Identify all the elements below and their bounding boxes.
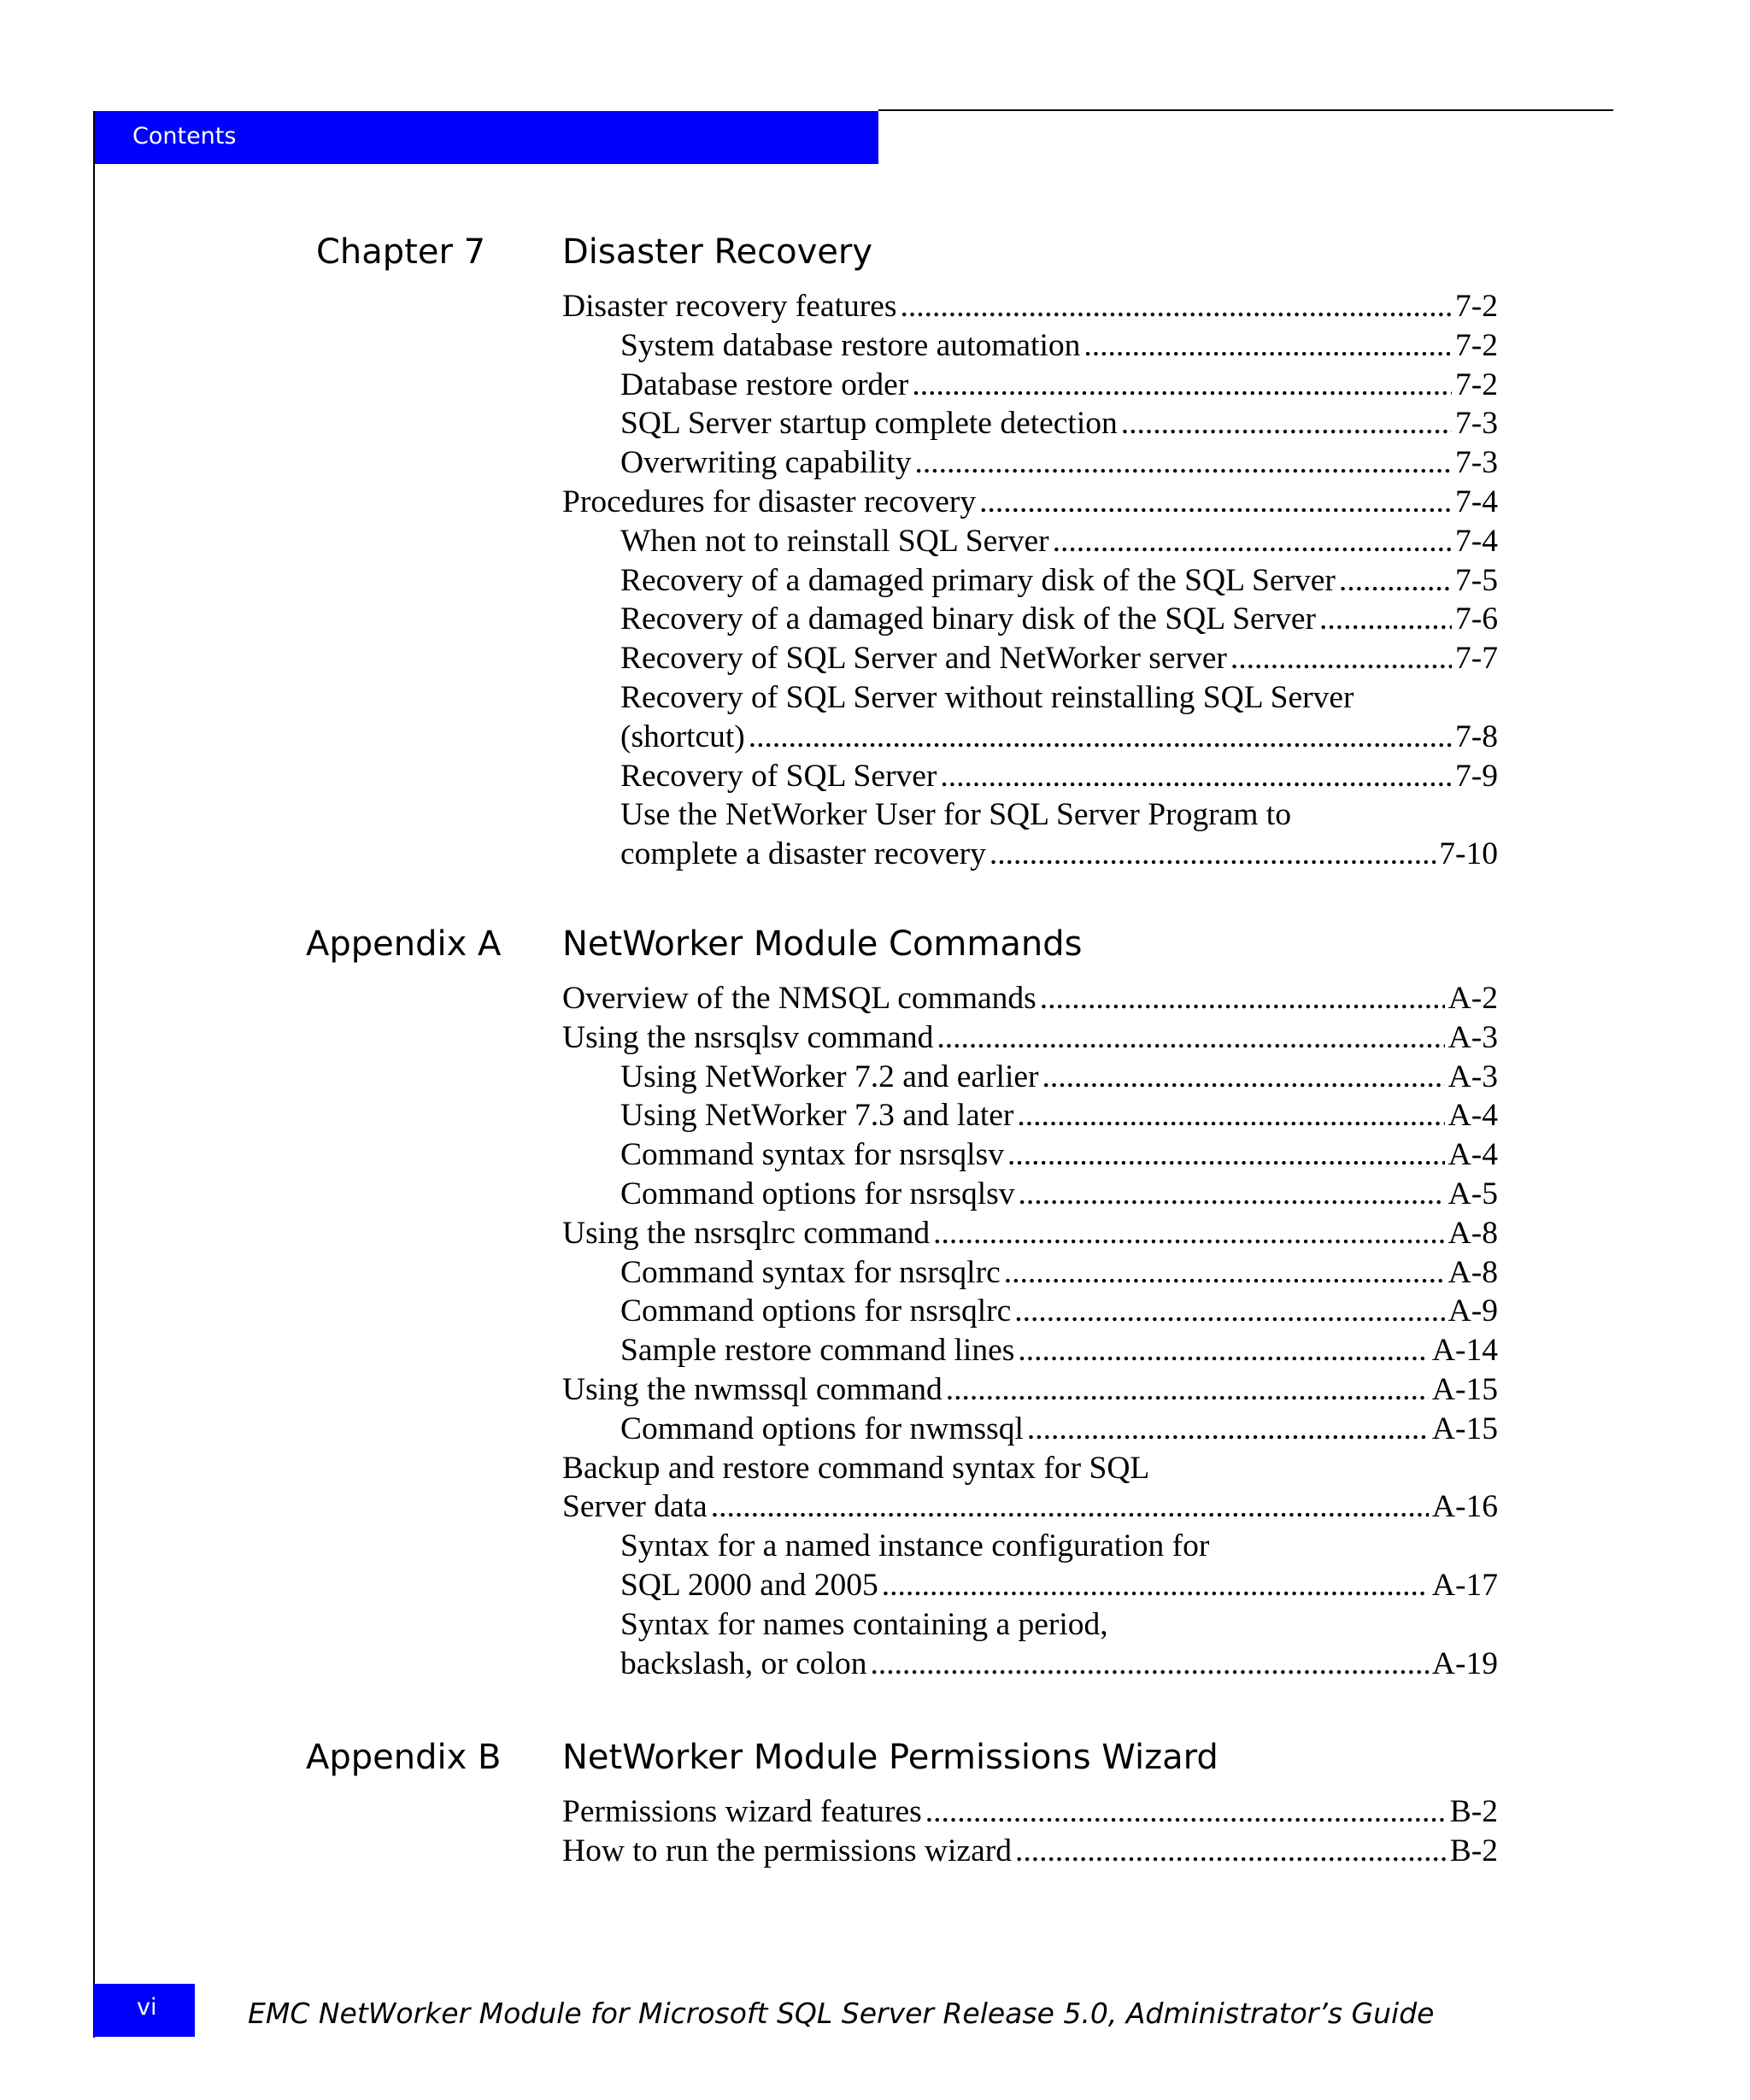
toc-entry[interactable]: Using NetWorker 7.2 and earlier ..... A-3: [562, 1058, 1498, 1097]
toc-entry[interactable]: complete a disaster recovery ..... 7-10: [562, 835, 1498, 874]
left-rule: [93, 111, 95, 2038]
toc-entry[interactable]: Database restore order ..... 7-2: [562, 366, 1498, 405]
toc-entry-line-1[interactable]: Recovery of SQL Server without reinstalling SQL Server: [620, 679, 1354, 715]
toc-list: [562, 1792, 1498, 1871]
toc-entry[interactable]: How to run the permissions wizard ..... B-2: [562, 1832, 1498, 1871]
toc-entry[interactable]: Recovery of a damaged primary disk of the SQL Server ..... 7-5: [562, 561, 1498, 601]
toc-entry[interactable]: Recovery of a damaged binary disk of the SQL Server ..... 7-6: [562, 600, 1498, 639]
toc-entry[interactable]: Procedures for disaster recovery ..... 7-4: [562, 483, 1498, 522]
toc-entry[interactable]: Overwriting capability ..... 7-3: [562, 443, 1498, 483]
toc-entry[interactable]: SQL Server startup complete detection ..... 7-3: [562, 404, 1498, 443]
toc-entry[interactable]: Sample restore command lines ..... A-14: [562, 1331, 1498, 1370]
toc-entry[interactable]: System database restore automation ..... 7-2: [562, 326, 1498, 366]
toc-entry[interactable]: Command options for nwmssql ..... A-15: [562, 1410, 1498, 1449]
section-label: Appendix B: [306, 1738, 502, 1777]
section-label: Appendix A: [306, 924, 502, 964]
toc-entry-line-1[interactable]: Use the NetWorker User for SQL Server Program to: [620, 797, 1291, 833]
toc-entry[interactable]: SQL 2000 and 2005 ..... A-17: [562, 1566, 1498, 1605]
page-number-box: [94, 1984, 195, 2037]
toc-entry[interactable]: backslash, or colon ..... A-19: [562, 1645, 1498, 1684]
toc-entry[interactable]: Server data ..... A-16: [562, 1487, 1498, 1527]
toc-entry[interactable]: (shortcut) ..... 7-8: [562, 718, 1498, 757]
toc-entry[interactable]: Recovery of SQL Server ..... 7-9: [562, 757, 1498, 796]
toc-entry[interactable]: Using the nsrsqlrc command ..... A-8: [562, 1214, 1498, 1253]
toc-list: [562, 979, 1498, 1683]
page-number: vi: [137, 1994, 157, 2021]
toc-entry[interactable]: Permissions wizard features ..... B-2: [562, 1792, 1498, 1832]
toc-list: [562, 287, 1498, 874]
toc-entry[interactable]: Command syntax for nsrsqlrc ..... A-8: [562, 1253, 1498, 1293]
header-label: Contents: [132, 123, 237, 150]
toc-entry[interactable]: Command options for nsrsqlsv ..... A-5: [562, 1175, 1498, 1214]
toc-entry[interactable]: When not to reinstall SQL Server ..... 7-4: [562, 522, 1498, 561]
top-rule: [878, 109, 1613, 111]
toc-entry[interactable]: Using the nsrsqlsv command ..... A-3: [562, 1018, 1498, 1058]
toc-entry-line-1[interactable]: Syntax for a named instance configuration for: [620, 1528, 1210, 1564]
toc-entry-line-1[interactable]: Backup and restore command syntax for SQL: [562, 1450, 1150, 1486]
contents-header-bar: [94, 111, 878, 164]
toc-entry[interactable]: Using NetWorker 7.3 and later ..... A-4: [562, 1096, 1498, 1135]
toc-entry[interactable]: Using the nwmssql command ..... A-15: [562, 1370, 1498, 1410]
toc-entry[interactable]: Recovery of SQL Server and NetWorker server ..... 7-7: [562, 639, 1498, 678]
section-title: Disaster Recovery: [562, 232, 873, 272]
footer-title: EMC NetWorker Module for Microsoft SQL Server Release 5.0, Administrator’s Guide: [248, 1997, 1435, 2030]
toc-entry[interactable]: Command options for nsrsqlrc ..... A-9: [562, 1292, 1498, 1331]
section-title: NetWorker Module Permissions Wizard: [562, 1738, 1219, 1777]
toc-entry[interactable]: Disaster recovery features ..... 7-2: [562, 287, 1498, 326]
section-label: Chapter 7: [316, 232, 486, 272]
toc-entry[interactable]: Command syntax for nsrsqlsv ..... A-4: [562, 1135, 1498, 1175]
toc-entry-line-1[interactable]: Syntax for names containing a period,: [620, 1606, 1108, 1642]
toc-entry[interactable]: Overview of the NMSQL commands ..... A-2: [562, 979, 1498, 1018]
section-title: NetWorker Module Commands: [562, 924, 1083, 964]
